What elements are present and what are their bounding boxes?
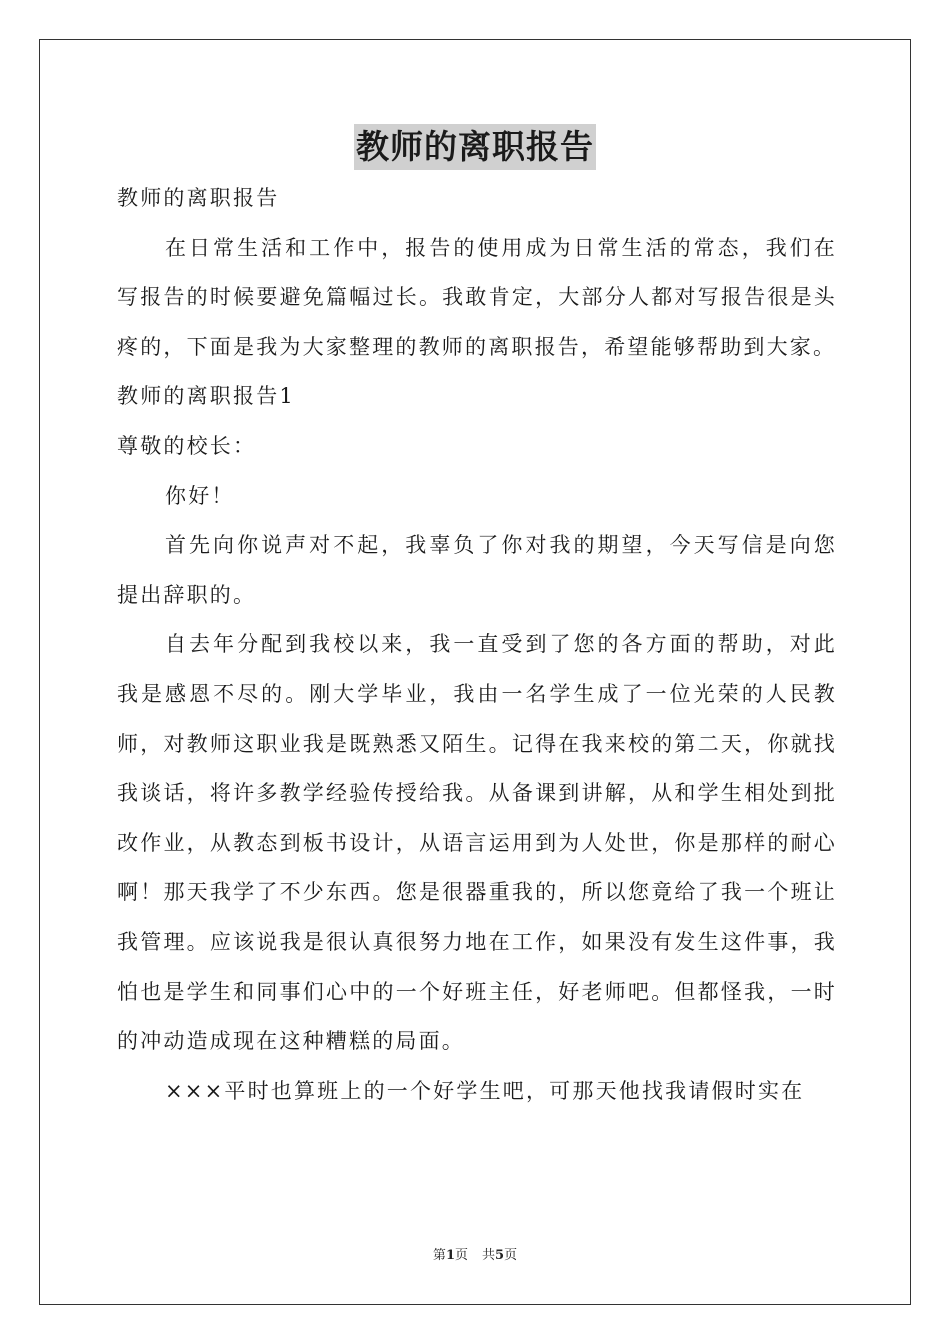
document-body <box>117 174 837 1116</box>
title-container <box>0 124 950 170</box>
page-footer <box>0 1246 950 1266</box>
footer-total-pages: 5 <box>495 1248 505 1263</box>
document-title: 教师的离职报告 <box>354 124 596 170</box>
paragraph-salutation: 尊敬的校长： <box>117 433 257 458</box>
footer-total-prefix: 共 <box>482 1248 496 1263</box>
paragraph-subtitle: 教师的离职报告 <box>117 186 280 210</box>
footer-page-suffix: 页 <box>454 1248 468 1263</box>
paragraph-greeting: 你好！ <box>165 483 235 508</box>
footer-total-suffix: 页 <box>504 1248 518 1263</box>
footer-page-prefix: 第 <box>432 1248 446 1263</box>
paragraph-body: 自去年分配到我校以来，我一直受到了您的各方面的帮助，对此我是感恩不尽的。刚大学毕业，我由一名学生成了一位光荣的人民教师，对教师这职业我是既熟悉又陌生。记得在我来校的第二天，你就找我谈话，将许多教学经验传授给我。从备课到讲解，从和学生相处到批改作业，从教态到板书设计，从语言运用到为人处世，你是那样的耐心啊！那天我学了不少东西。您是很器重我的，所以您竟给了我一个班让我管理。应该说我是很认真很努力地在工作，如果没有发生这件事，我怕也是学生和同事们心中的一个好班主任，好老师吧。但都怪我，一时的冲动造成现在这种糟糕的局面。 <box>117 632 837 1054</box>
paragraph-continuation: ×××平时也算班上的一个好学生吧，可那天他找我请假时实在 <box>165 1078 805 1103</box>
footer-page-number: 1 <box>445 1248 455 1263</box>
paragraph-intro: 在日常生活和工作中，报告的使用成为日常生活的常态，我们在写报告的时候要避免篇幅过长。我敢肯定，大部分人都对写报告很是头疼的，下面是我为大家整理的教师的离职报告，希望能够帮助到大家。 <box>117 235 837 359</box>
paragraph-section-heading: 教师的离职报告1 <box>117 384 295 409</box>
paragraph-apology: 首先向你说声对不起，我辜负了你对我的期望，今天写信是向您提出辞职的。 <box>117 533 837 607</box>
